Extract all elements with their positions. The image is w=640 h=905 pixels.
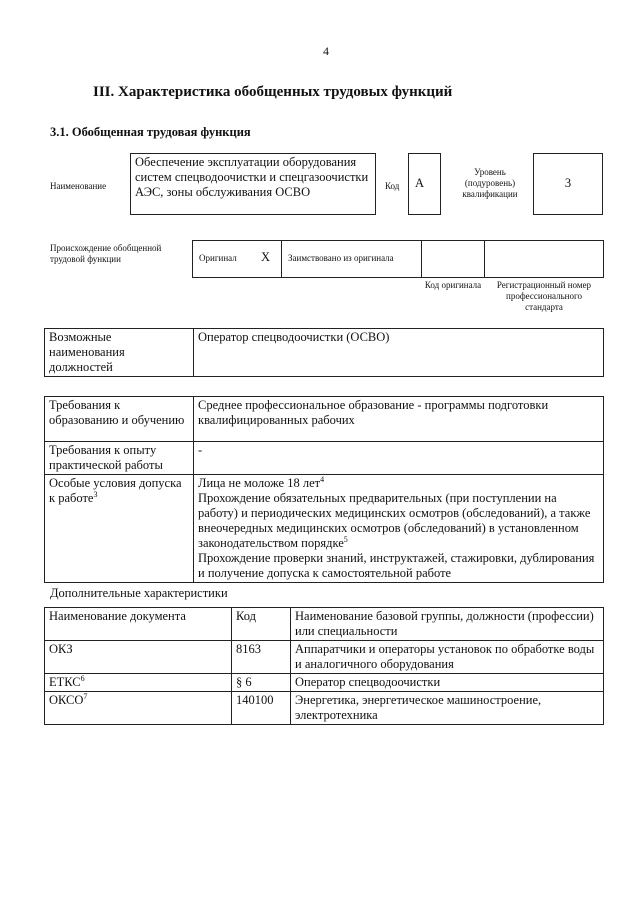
- etks-code-text: § 6: [236, 675, 252, 689]
- name-value: Обеспечение эксплуатации оборудования систем спецводоочистки и спецгазоочистки АЭС, зоны обслуживания ОСВО: [135, 155, 369, 199]
- code-value-box: [408, 153, 441, 215]
- additional-title: Дополнительные характеристики: [50, 586, 228, 600]
- etks-doc-sup: 6: [80, 673, 85, 683]
- section-title: III. Характеристика обобщенных трудовых функций: [93, 84, 453, 100]
- origin-borrowed-cell: [281, 240, 422, 278]
- etks-name: [291, 674, 604, 692]
- special-line-training-text: Прохождение проверки знаний, инструктажей, стажировки, дублирования и получение допуска к самостоятельной работе: [198, 551, 595, 580]
- okso-code-text: 140100: [236, 693, 274, 707]
- possible-names-label: [45, 329, 194, 377]
- special-line-age: [198, 476, 599, 491]
- okso-name-text: Энергетика, энергетическое машиностроение, электротехника: [295, 693, 542, 722]
- origin-original-cell: [192, 240, 282, 278]
- page-number: 4: [323, 44, 329, 58]
- etks-code: [232, 674, 291, 692]
- additional-header-row: [45, 608, 604, 641]
- code-original-caption: Код оригинала: [424, 280, 482, 290]
- etks-doc-text: ЕТКС: [49, 675, 81, 689]
- special-line-medical-text: Прохождение обязательных предварительных (при поступлении на работу) и периодических медицинских осмотров (обследований), а также внеочередных медицинских осмотров (обследований) в установленном законодательством порядке: [198, 491, 591, 550]
- okso-doc-sup: 7: [83, 691, 88, 701]
- etks-doc: [45, 674, 232, 692]
- req-label-experience: [45, 442, 194, 475]
- req-label-experience-text: Требования к опыту практической работы: [49, 443, 163, 472]
- special-line-age-text: Лица не моложе 18 лет: [198, 476, 321, 490]
- req-label-special: [45, 475, 194, 583]
- possible-names-value: [194, 329, 604, 377]
- special-line-medical-sup: 5: [343, 534, 348, 544]
- origin-reg-cell: [484, 240, 604, 278]
- etks-name-text: Оператор спецводоочистки: [295, 675, 441, 689]
- additional-header-doc: [45, 608, 232, 641]
- req-value-experience-text: -: [198, 443, 203, 457]
- okz-name: [291, 641, 604, 674]
- additional-row-etks: [45, 674, 604, 692]
- additional-header-code-text: Код: [236, 609, 256, 623]
- additional-header-name: [291, 608, 604, 641]
- possible-names-label-text: Возможные наименования должностей: [49, 330, 125, 374]
- special-line-age-sup: 4: [320, 474, 325, 484]
- req-label-education: [45, 397, 194, 442]
- req-row-experience: [45, 442, 604, 475]
- okz-doc-text: ОКЗ: [49, 642, 73, 656]
- okz-code-text: 8163: [236, 642, 261, 656]
- okso-name: [291, 692, 604, 725]
- name-value-box: [130, 153, 376, 215]
- additional-row-okz: [45, 641, 604, 674]
- additional-header-name-text: Наименование базовой группы, должности (профессии) или специальности: [295, 609, 594, 638]
- origin-code-cell: [421, 240, 485, 278]
- req-value-special: [194, 475, 604, 583]
- level-value-box: [533, 153, 603, 215]
- req-label-special-text: Особые условия допуска к работе: [49, 476, 182, 505]
- req-row-special: [45, 475, 604, 583]
- okso-doc: [45, 692, 232, 725]
- name-label: Наименование: [50, 181, 107, 191]
- okz-name-text: Аппаратчики и операторы установок по обработке воды и аналогичного оборудования: [295, 642, 595, 671]
- req-label-education-text: Требования к образованию и обучению: [49, 398, 185, 427]
- req-row-education: [45, 397, 604, 442]
- okz-code: [232, 641, 291, 674]
- req-value-education: [194, 397, 604, 442]
- subsection-title: 3.1. Обобщенная трудовая функция: [50, 125, 251, 139]
- code-value: А: [415, 176, 425, 190]
- okso-code: [232, 692, 291, 725]
- possible-names-value-text: Оператор спецводоочистки (ОСВО): [198, 330, 390, 344]
- req-value-experience: [194, 442, 604, 475]
- special-line-medical: [198, 491, 599, 551]
- level-label: Уровень (подуровень) квалификации: [462, 167, 518, 199]
- okz-doc: [45, 641, 232, 674]
- original-mark: X: [261, 250, 271, 264]
- special-line-training: [198, 551, 599, 581]
- requirements-table: [44, 396, 604, 583]
- reg-number-caption: Регистрационный номер профессионального стандарта: [496, 280, 592, 312]
- additional-header-code: [232, 608, 291, 641]
- original-label: Оригинал: [199, 253, 237, 263]
- okso-doc-text: ОКСО: [49, 693, 84, 707]
- additional-header-doc-text: Наименование документа: [49, 609, 186, 623]
- possible-names-table: [44, 328, 604, 377]
- code-label: Код: [385, 181, 400, 191]
- level-value: 3: [564, 176, 572, 190]
- possible-names-row: [45, 329, 604, 377]
- additional-table: [44, 607, 604, 725]
- additional-row-okso: [45, 692, 604, 725]
- origin-label: Происхождение обобщенной трудовой функции: [50, 243, 162, 264]
- req-label-special-sup: 3: [93, 489, 98, 499]
- req-value-education-text: Среднее профессиональное образование - программы подготовки квалифицированных рабочих: [198, 398, 549, 427]
- borrowed-label: Заимствовано из оригинала: [288, 253, 394, 263]
